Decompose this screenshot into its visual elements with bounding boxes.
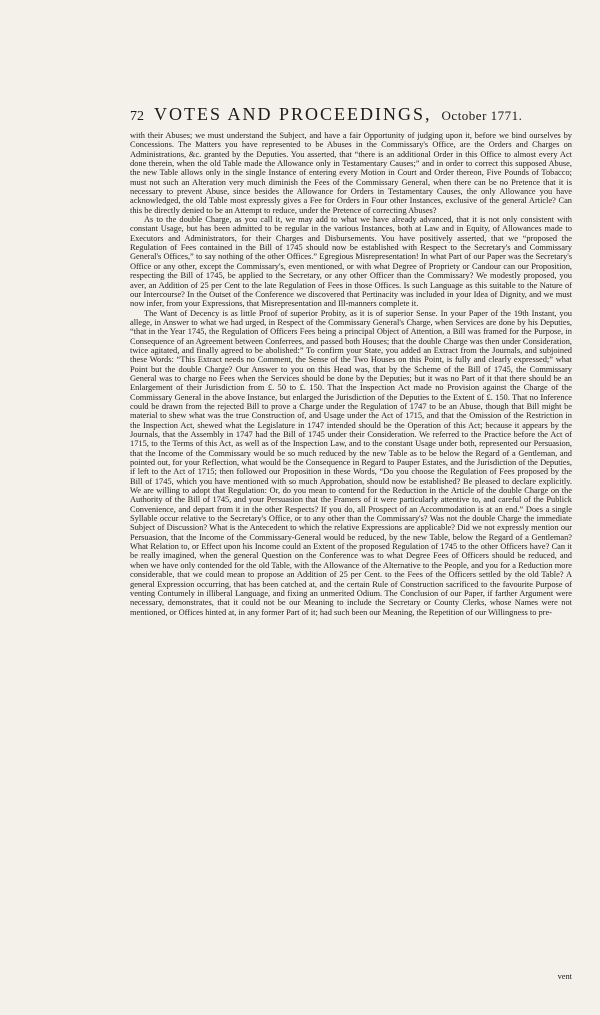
catchword: vent xyxy=(557,972,572,981)
paragraph: The Want of Decency is as little Proof of superior Probity, as it is of superior Sense. In your Paper of the 19th Instant, you allege, in Answer to what we had urged, in Respect of the Commissary General's Charge, when Services are done by his Deputies, “that in the Year 1745, the Regulation of Officers Fees being a principal Object of Attention, a Bill was framed for the Purpose, in Consequence of an Agreement between Conferrees, and passed both Houses; that the double Charge was then under Consideration, twice agitated, and finally agreed to be abolished:” To confirm your State, you added an Extract from the Journals, and subjoined these Words: “This Extract needs no Comment, the Sense of the Two Houses on this Point, is fully and clearly expressed;” what Point but the double Charge? Our Answer to you on this Head was, that by the Scheme of the Bill of 1745, the Commissary General was to charge no Fees when the Services should be done by the Deputies; but it was no Part of it that there should be an Enlargement of their Jurisdiction from £. 50 to £. 150. That the Inspection Act made no Provision against the Charge of the Commissary General in the above Instance, but enlarged the Jurisdiction of the Deputies to the Extent of £. 150. That no Inference could be drawn from the rejected Bill to prove a Charge under the Regulation of 1747 to be an Abuse, though that Bill might be material to shew what was the true Construction of, and Usage under the Act of 1715, and that the Omission of the Restriction in the Inspection Act, shewed what the Legislature in 1747 intended should be the Operation of this Act; because it appears by the Journals, that the Assembly in 1747 had the Bill of 1745 under their Consideration. We referred to the Practice before the Act of 1715, to the Terms of this Act, as well as of the Inspection Law, and to the constant Usage under both, represented our Persuasion, that the Income of the Commissary would be so much reduced by the new Table as to be below the Regard of a Gentleman, and pointed out, for your Reflection, what would be the Consequence in Regard to Pauper Estates, and the Jurisdiction of the Deputies, if left to the Act of 1715; then followed our Proposition in these Words, “Do you choose the Regulation of Fees proposed by the Bill of 1745, which you have mentioned with so much Approbation, should now be established? Be pleased to declare explicitly. We are willing to adopt that Regulation: Or, do you mean to contend for the Reduction in the Article of the double Charge on the Authority of the Bill of 1745, and your Persuasion that the Framers of it were particularly attentive to, and careful of the Publick Convenience, and depart from it in the other Respects? If you do, all Prospect of an Accommodation is at an end.” Does a single Syllable occur relative to the Secretary's Office, or to any other than the Commissary's? Was not the double Charge the immediate Subject of Discussion? What is the Antecedent to which the relative Expressions are applicable? Did we not expressly mention our Persuasion, that the Income of the Commissary-General would be reduced, by the new Table, below the Regard of a Gentleman? What Relation to, or Effect upon his Income could an Extent of the proposed Regulation of 1745 to the other Officers have? Can it be really imagined, when the general Question on the Conference was to what Degree Fees of Officers should be reduced, and when we have only contended for the old Table, with the Allowance of the Alternative to the People, and you for a Reduction more considerable, that we could mean to propose an Addition of 25 per Cent. to the Fees of the Officers settled by the old Table? A general Expression occurring, that has been catched at, and the certain Rule of Construction sacrificed to the favourite Purpose of venting Contumely in illiberal Language, and fixing an unmerited Odium. The Conclusion of our Paper, if farther Argument were necessary, demonstrates, that it could not be our Meaning to include the Secretary or County Clerks, whose Names were not mentioned, or Offices hinted at, in any former Part of it; had such been our Meaning, the Repetition of our Willingness to pre- xyxy=(130,308,572,617)
running-date: October 1771. xyxy=(441,108,523,123)
paragraph: As to the double Charge, as you call it, we may add to what we have already advanced, that it is not only consistent with constant Usage, but has been admitted to be regular in the various Instances, both at Law and in Equity, of Allowances made to Executors and Administrators, for their Charges and Disbursements. You have positively asserted, that we “proposed the Regulation of Fees contained in the Bill of 1745 should now be established with Respect to the Secretary's and Commissary General's Offices,” to say nothing of the other Offices.” Egregious Misrepresentation! In what Part of our Paper was the Secretary's Office or any other, except the Commissary's, even mentioned, or with what Degree of Propriety or Candour can our Proposition, respecting the Bill of 1745, be applied to the Secretary, or any other Officer than the Commissary? We modestly proposed, you aver, an Addition of 25 per Cent to the late Regulation of Fees in those Offices. Is such Language as this suitable to the Nature of our Intercourse? In the Outset of the Conference we discovered that Pertinacity was included in your Idea of Dignity, and we must now infer, from your Expressions, that Misrepresentation and Ill-manners complete it. xyxy=(130,215,572,309)
page-number: 72 xyxy=(130,109,144,124)
paragraph: with their Abuses; we must understand the Subject, and have a fair Opportunity of judging upon it, before we bind ourselves by Concessions. The Matters you have represented to be Abuses in the Commissary's Office, are the Orders and Charges on Administrations, &c. granted by the Deputies. You asserted, that “there is an additional Order in this Office to almost every Act done therein, when the old Table made the Allowance only in Testamentary Causes;” and in order to correct this supposed Abuse, the new Table allows only in the single Instance of entering every Motion in Court and Order thereon, Five Pounds of Tobacco; must not such an Alteration very much diminish the Fees of the Commissary General, when there can be no Pretence that it is necessary to prevent Abuse, since besides the Allowance for Orders in Testamentary Causes, the only Allowance you have acknowledged, the old Table most expressly gives a Fee for Orders in Four other Instances, exclusive of the general Article? Can this be directly denied to be an Attempt to reduce, under the Pretence of correcting Abuses? xyxy=(130,131,572,215)
body-text xyxy=(130,131,572,971)
running-title: VOTES AND PROCEEDINGS, xyxy=(154,104,432,124)
running-header xyxy=(130,104,572,128)
